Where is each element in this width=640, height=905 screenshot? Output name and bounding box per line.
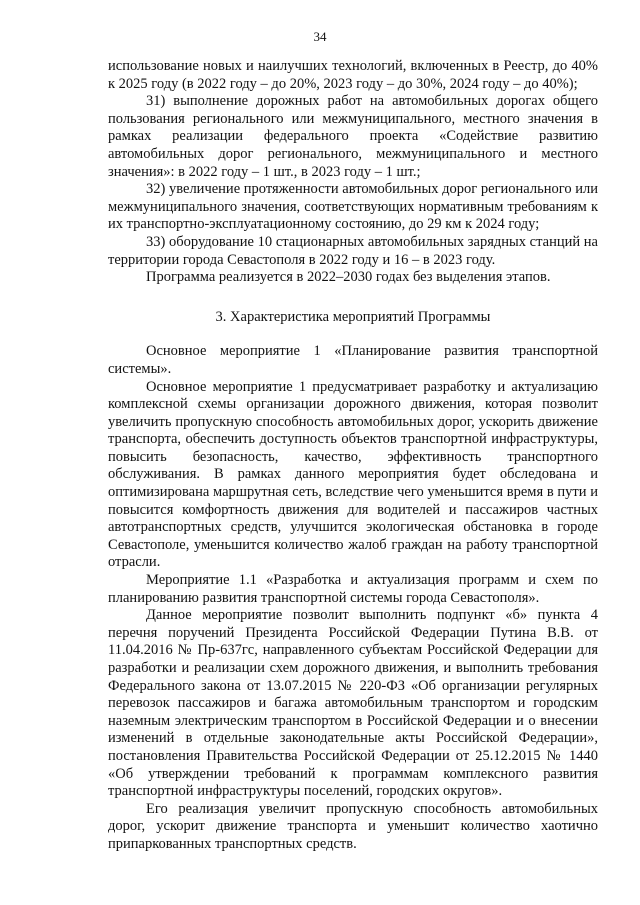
page-number: 34	[313, 29, 327, 44]
paragraph-item-33: 33) оборудование 10 стационарных автомобильных зарядных станций на территории города Севастополя в 2022 году и 16 – в 2023 году.	[108, 233, 598, 268]
paragraph-program-period: Программа реализуется в 2022–2030 годах без выделения этапов.	[146, 269, 551, 286]
paragraph-reestr-continuation: использование новых и наилучших технологий, включенных в Реестр, до 40% к 2025 году (в 2022 году – до 20%, 2023 году – до 30%, 2024 году – до 40%);	[108, 58, 598, 92]
paragraph-main-measure-1-description: Основное мероприятие 1 предусматривает разработку и актуализацию комплексной схемы организации дорожного движения, которая позволит увеличить пропускную способность автомобильных дорог, ускорить движение транспорта, обеспечить доступность объектов транспортной инфраструктуры, повысить безопасность, качество, эффективность транспортного обслуживания. В рамках данного мероприятия будет обследована и оптимизирована маршрутная сеть, вследствие чего уменьшится время в пути и повысится комфортность движения для водителей и пассажиров частных автотранспортных средств, улучшится экологическая обстановка в городе Севастополе, уменьшится количество жалоб граждан на работу транспортной отрасли.	[108, 378, 598, 571]
section-heading: 3. Характеристика мероприятий Программы	[215, 308, 491, 325]
paragraph-main-measure-1-title: Основное мероприятие 1 «Планирование развития транспортной системы».	[108, 343, 598, 377]
paragraph-measure-1-1-title: Мероприятие 1.1 «Разработка и актуализация программ и схем по планированию развития транспортной системы города Севастополя».	[108, 572, 598, 606]
paragraph-item-32: 32) увеличение протяженности автомобильных дорог регионального или межмуниципального значения, соответствующих нормативным требованиям к их транспортно-эксплуатационному состоянию, до 29 км к 2024 году;	[108, 181, 598, 233]
paragraph-item-31: 31) выполнение дорожных работ на автомобильных дорогах общего пользования регионального или межмуниципального, местного значения в рамках реализации федерального проекта «Содействие развитию автомобильных дорог регионального, межмуниципального и местного значения»: в 2022 году – 1 шт., в 2023 году – 1 шт.;	[108, 93, 598, 180]
page-body	[108, 58, 598, 854]
paragraph-implementation-effect: Его реализация увеличит пропускную способность автомобильных дорог, ускорит движение транспорта и уменьшит количество хаотично припаркованных транспортных средств.	[108, 800, 598, 852]
paragraph-measure-1-1-description: Данное мероприятие позволит выполнить подпункт «б» пункта 4 перечня поручений Президента Российской Федерации Путина В.В. от 11.04.2016 № Пр-637гс, направленного субъектам Российской Федерации для разработки и реализации схем дорожного движения, и выполнить требования Федерального закона от 13.07.2015 № 220-ФЗ «Об организации регулярных перевозок пассажиров и багажа автомобильным транспортом и городским наземным электрическим транспортом в Российской Федерации и о внесении изменений в отдельные законодательные акты Российской Федерации», постановления Правительства Российской Федерации от 25.12.2015 № 1440 «Об утверждении требований к программам комплексного развития транспортной инфраструктуры поселений, городских округов».	[108, 607, 598, 800]
